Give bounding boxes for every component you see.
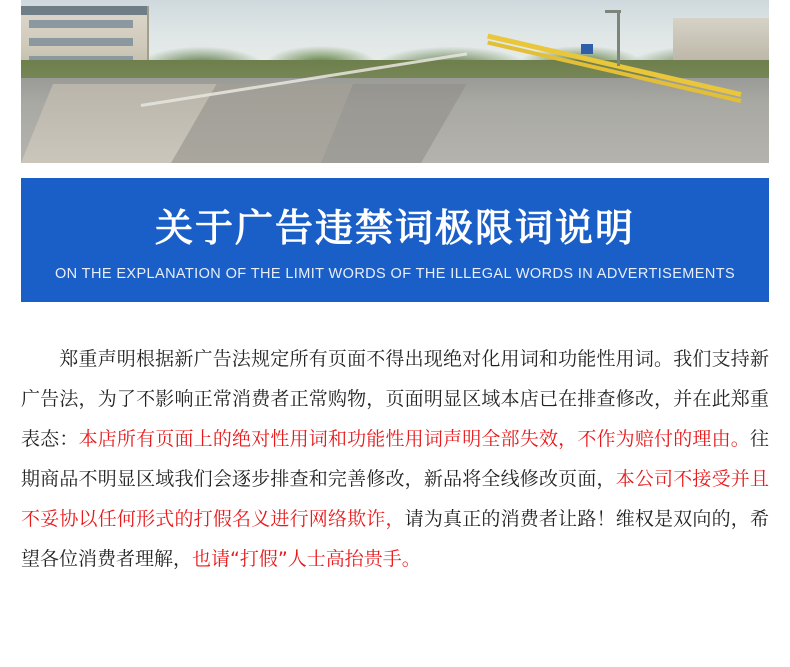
statement-segment-3: 往期商品不明显区域我们会逐步排查和完善修改，新品将全线修改页面，	[21, 428, 769, 490]
statement-segment-6: 也请“打假”人士高抬贵手。	[192, 548, 421, 570]
road-sign-icon	[581, 44, 593, 54]
statement-segment-5: 请为真正的消费者让路！维权是双向的，希望各位消费者理解，	[21, 508, 769, 570]
title-band	[21, 178, 769, 302]
right-building	[673, 18, 769, 60]
street-lamp-icon	[617, 10, 620, 66]
page-subtitle: ON THE EXPLANATION OF THE LIMIT WORDS OF THE ILLEGAL WORDS IN ADVERTISEMENTS	[54, 266, 736, 282]
statement-paragraph	[21, 339, 769, 579]
curb-shadow	[171, 84, 467, 163]
statement-segment-4: 本公司不接受并且不妥协以任何形式的打假名义进行网络欺诈，	[21, 468, 769, 530]
page-title: 关于广告违禁词极限词说明	[154, 206, 635, 250]
statement-segment-2: 本店所有页面上的绝对性用词和功能性用词声明全部失效，不作为赔付的理由。	[78, 428, 750, 450]
banner-photo	[21, 0, 769, 163]
left-building-roof	[21, 6, 147, 15]
statement-segment-1: 郑重声明根据新广告法规定所有页面不得出现绝对化用词和功能性用词。我们支持新广告法，为了不影响正常消费者正常购物，页面明显区域本店已在排查修改，并在此郑重表态：	[21, 348, 769, 450]
